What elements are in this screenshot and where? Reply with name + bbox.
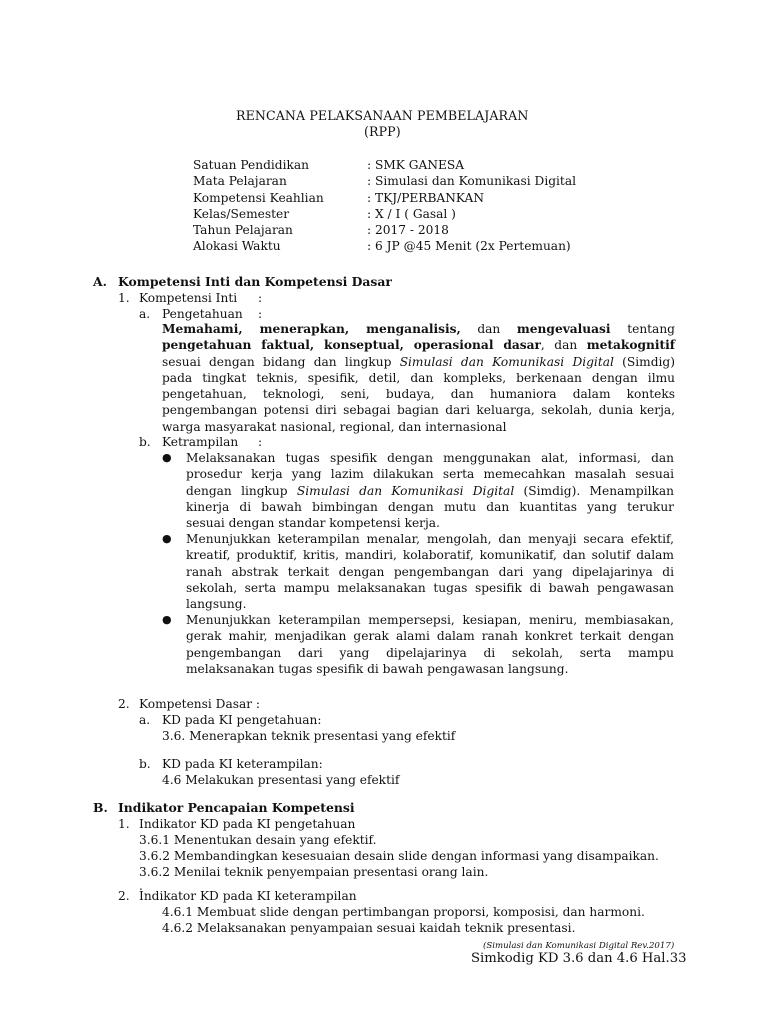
bullet-line: melaksanakan tugas spesifik di bawah pengawasan langsung. [186, 661, 569, 676]
kd-a-label: KD pada KI pengetahuan: [162, 713, 322, 727]
indicator-item: 3.6.1 Menentukan desain yang efektif. [139, 833, 377, 847]
ki-number: 1. [118, 291, 130, 305]
indicator-item: 4.6.1 Membuat slide dengan pertimbangan proporsi, komposisi, dan harmoni. [162, 905, 645, 919]
bullet-line: kreatif, produktif, kritis, mandiri, kolaboratif, komunikatif, dan solutif dalam [186, 548, 674, 563]
ki-colon: : [258, 291, 263, 305]
kd-a-marker: a. [139, 713, 151, 727]
italic-term: Simulasi dan Komunikasi Digital [296, 483, 515, 498]
bullet-line: sesuai dengan standar kompetensi kerja. [186, 516, 440, 531]
indicator-group-1-label: Indikator KD pada KI pengetahuan [139, 817, 356, 831]
identity-label: Mata Pelajaran [193, 174, 287, 188]
skill-bullet-3 [186, 612, 674, 677]
bullet-icon: ● [162, 613, 172, 626]
skill-bullet-2 [186, 531, 674, 612]
text-run: (Simdig). Menampilkan [514, 483, 674, 498]
ki-b-marker: b. [139, 435, 151, 449]
identity-row [193, 173, 576, 189]
footer-page-number: Simkodig KD 3.6 dan 4.6 Hal.33 [471, 951, 687, 966]
indicator-group-1-number: 1. [118, 817, 130, 831]
text-run: , dan [540, 338, 587, 353]
document-subtitle: (RPP) [364, 124, 401, 139]
bold-term: mengevaluasi [516, 322, 611, 336]
paragraph-line [162, 321, 675, 337]
bullet-line [186, 483, 674, 499]
stray-period: . [139, 879, 143, 893]
paragraph-line: pengembangan potensi diri sebagai bagian dari keluarga, sekolah, dunia kerja, [162, 403, 675, 418]
kd-b-marker: b. [139, 757, 151, 771]
section-b-title: Indikator Pencapaian Kompetensi [118, 800, 355, 815]
identity-label: Kompetensi Keahlian [193, 191, 324, 205]
bullet-line: kinerja di bawah bimbingan dengan mutu dan kuantitas yang terukur [186, 499, 674, 514]
indicator-group-2-label: Indikator KD pada KI keterampilan [139, 889, 357, 903]
section-b-marker: B. [93, 800, 108, 815]
paragraph-line: warga masyarakat nasional, regional, dan internasional [162, 419, 507, 434]
bold-term: menerapkan, [242, 322, 350, 336]
bullet-icon: ● [162, 532, 172, 545]
ki-label: Kompetensi Inti [139, 291, 238, 305]
indicator-item: 4.6.2 Melaksanakan penyampaian sesuai kaidah teknik presentasi. [162, 921, 576, 935]
ki-a-marker: a. [139, 307, 151, 321]
italic-term: Simulasi dan Komunikasi Digital [399, 354, 614, 369]
bullet-icon: ● [162, 451, 172, 464]
bullet-line: Menunjukkan keterampilan menalar, mengolah, dan menyaji secara efektif, [186, 532, 674, 546]
section-a-title: Kompetensi Inti dan Kompetensi Dasar [118, 274, 392, 289]
identity-row [193, 222, 449, 238]
identity-label: Tahun Pelajaran [193, 223, 293, 237]
text-run: (Simdig) [613, 354, 675, 369]
skill-bullet-1 [186, 450, 674, 531]
identity-row [193, 238, 571, 254]
text-run: sesuai dengan bidang dan lingkup [162, 354, 400, 369]
identity-value: : TKJ/PERBANKAN [367, 191, 484, 205]
identity-row [193, 190, 484, 206]
identity-value: : 6 JP @45 Menit (2x Pertemuan) [367, 239, 571, 253]
identity-label: Satuan Pendidikan [193, 158, 309, 172]
bold-term: metakognitif [586, 338, 675, 353]
identity-label: Alokasi Waktu [193, 239, 281, 253]
paragraph-line: pada tingkat teknis, spesifik, detil, dan kompleks, berkenaan dengan ilmu [162, 370, 675, 385]
identity-label: Kelas/Semester [193, 207, 290, 221]
bullet-line: Menunjukkan keterampilan mempersepsi, kesiapan, meniru, membiasakan, [186, 613, 674, 627]
indicator-group-2-number: 2. [118, 889, 130, 903]
ki-b-label: Ketrampilan [162, 435, 239, 449]
section-a-marker: A. [93, 274, 107, 289]
bullet-line: prosedur kerja yang lazim dilakukan serta memecahkan masalah sesuai [186, 467, 674, 482]
indicator-item: 3.6.2 Membandingkan kesesuaian desain slide dengan informasi yang disampaikan. [139, 849, 659, 863]
ki-a-label: Pengetahuan [162, 307, 243, 321]
bullet-line: pengembangan dari yang dipelajarinya di sekolah, serta mampu [186, 645, 674, 660]
bullet-line: ranah abstrak terkait dengan pengembangan dari yang dipelajarinya di [186, 564, 674, 579]
identity-value: : X / I ( Gasal ) [367, 207, 456, 221]
ki-knowledge-paragraph [162, 321, 675, 435]
bullet-line: gerak mahir, menjadikan gerak alami dalam ranah konkret terkait dengan [186, 629, 674, 644]
text-run: dan [460, 322, 517, 336]
bullet-line: langsung. [186, 597, 247, 612]
paragraph-line [162, 337, 675, 353]
paragraph-line [162, 354, 675, 370]
identity-row [193, 157, 464, 173]
kd-b-label: KD pada KI keterampilan: [162, 757, 323, 771]
ki-b-colon: : [258, 435, 263, 449]
bold-term: pengetahuan faktual, konseptual, operasional dasar [162, 338, 541, 353]
identity-row [193, 206, 456, 222]
identity-value: : SMK GANESA [367, 158, 465, 172]
identity-value: : Simulasi dan Komunikasi Digital [367, 174, 576, 188]
kd-a-item: 3.6. Menerapkan teknik presentasi yang efektif [162, 729, 456, 743]
identity-value: : 2017 - 2018 [367, 223, 449, 237]
indicator-item: 3.6.2 Menilai teknik penyempaian presentasi orang lain. [139, 865, 489, 879]
text-run: dengan lingkup [186, 483, 297, 498]
text-run: tentang [610, 322, 675, 336]
bullet-line: Melaksanakan tugas spesifik dengan menggunakan alat, informasi, dan [186, 451, 674, 465]
footer-note: (Simulasi dan Komunikasi Digital Rev.2017) [483, 941, 675, 951]
kd-label: Kompetensi Dasar : [139, 697, 261, 711]
document-title: RENCANA PELAKSANAAN PEMBELAJARAN [236, 108, 529, 123]
bullet-line: sekolah, serta mampu melaksanakan tugas spesifik di bawah pengawasan [186, 580, 674, 595]
ki-a-colon: : [258, 307, 263, 321]
paragraph-line: pengetahuan, teknologi, seni, budaya, dan humaniora dalam konteks [162, 387, 675, 402]
bold-term: Memahami, [162, 322, 243, 336]
kd-number: 2. [118, 697, 130, 711]
bold-term: menganalisis, [349, 322, 461, 336]
kd-b-item: 4.6 Melakukan presentasi yang efektif [162, 773, 400, 787]
